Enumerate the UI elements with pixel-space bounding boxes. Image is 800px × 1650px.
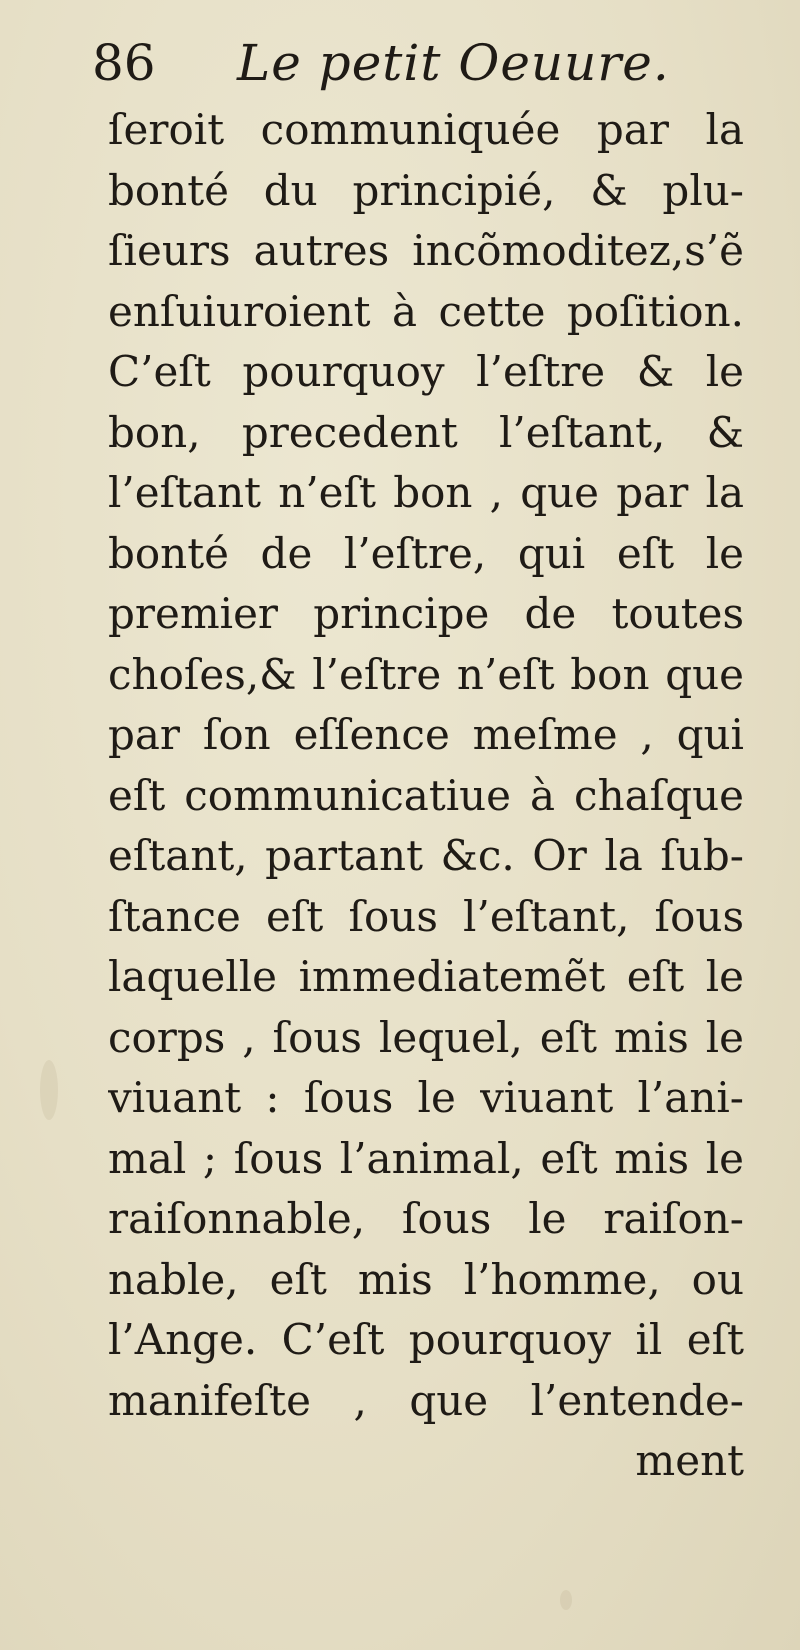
paper-stain xyxy=(40,1060,58,1120)
text-line: eſtant, partant &c. Or la ſub- xyxy=(108,831,744,880)
text-line: choſes,& l’eſtre n’eſt bon que xyxy=(108,649,744,699)
text-line: bon, precedent l’eſtant, & xyxy=(108,407,744,457)
text-line: bonté de l’eſtre, qui eſt le xyxy=(108,528,744,578)
paper-stain xyxy=(560,1590,572,1610)
running-title: Le petit Oeuure. xyxy=(237,34,670,92)
text-line: mal ; ſous l’animal, eſt mis le xyxy=(108,1133,744,1183)
text-line: l’eſtant n’eſt bon , que par la xyxy=(108,468,744,517)
text-line: ſieurs autres incõmoditez,s’ẽ xyxy=(108,226,744,275)
text-line: raiſonnable, ſous le raiſon- xyxy=(108,1194,744,1243)
text-line: eſt communicatiue à chaſque xyxy=(108,770,744,820)
text-line: corps , ſous lequel, eſt mis le xyxy=(108,1012,744,1062)
text-line: viuant : ſous le viuant l’ani- xyxy=(108,1073,744,1122)
text-line: par ſon eſſence meſme , qui xyxy=(108,710,744,759)
page-header xyxy=(92,30,692,96)
text-line: laquelle immediatemẽt eſt le xyxy=(108,952,744,1001)
body-text xyxy=(108,100,744,1492)
text-line: C’eſt pourquoy l’eſtre & le xyxy=(108,347,744,396)
text-line: enſuiuroient à cette poſition. xyxy=(108,286,744,336)
page-number: 86 xyxy=(92,34,156,92)
text-line: ſtance eſt ſous l’eſtant, ſous xyxy=(108,891,744,941)
catchword: ment xyxy=(635,1436,744,1485)
text-line: nable, eſt mis l’homme, ou xyxy=(108,1254,744,1304)
text-line: bonté du principié, & plu- xyxy=(108,165,744,215)
text-line: premier principe de toutes xyxy=(108,589,744,638)
text-line: manifeſte , que l’entende- xyxy=(108,1375,744,1425)
text-line: ſeroit communiquée par la xyxy=(108,105,744,154)
text-line: l’Ange. C’eſt pourquoy il eſt xyxy=(108,1315,744,1364)
